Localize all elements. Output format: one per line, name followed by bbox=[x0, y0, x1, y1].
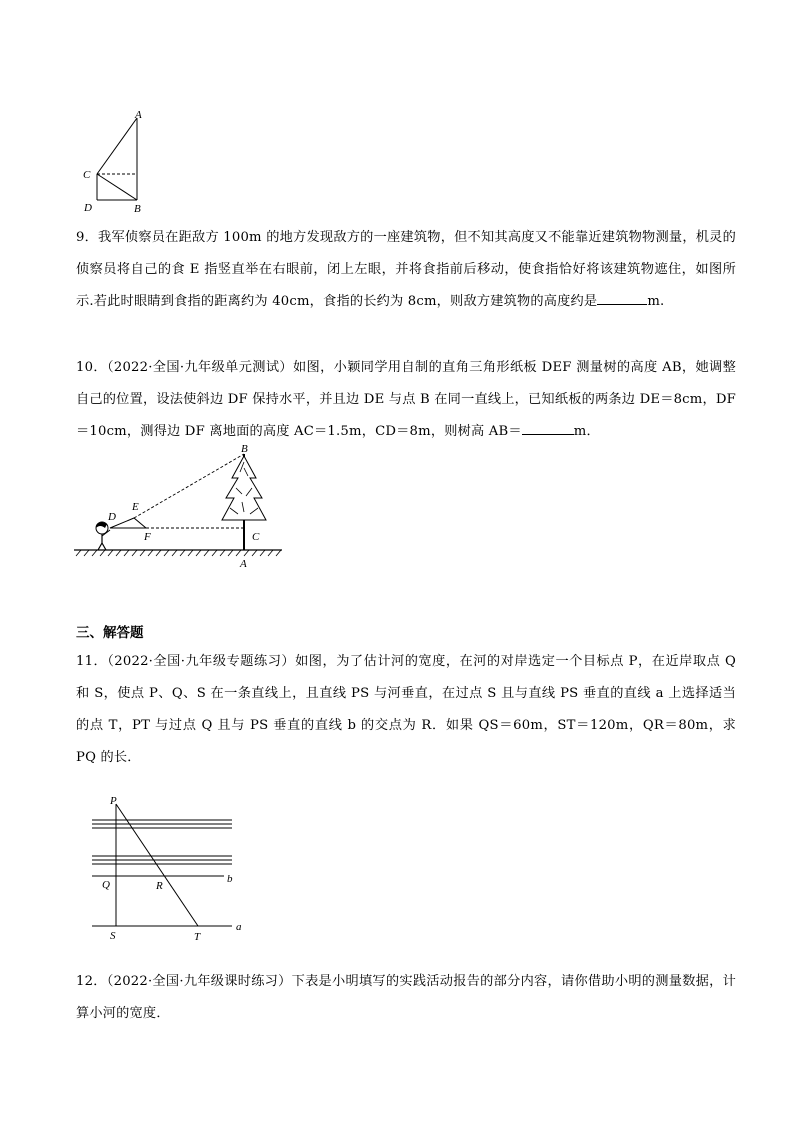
question-9 bbox=[76, 222, 736, 318]
q11-text: 11．（2022·全国·九年级专题练习）如图，为了估计河的宽度，在河的对岸选定一个目标点 P，在近岸取点 Q 和 S，使点 P、Q、S 在一条直线上，且直线 PS 与河垂直，在过点 S 且与直线 PS 垂直的直线 a 上选择适当的点 T，PT 与过点 Q 且与 PS 垂直的直线 b 的交点为 R．如果 QS＝60m，ST＝120m，QR＝80m，求 PQ 的长． bbox=[76, 654, 736, 765]
label-F: F bbox=[144, 531, 151, 543]
label-a: a bbox=[236, 921, 242, 933]
label-A: A bbox=[240, 558, 247, 570]
q10-unit: m． bbox=[573, 424, 600, 439]
q12-text: 12．（2022·全国·九年级课时练习）下表是小明填写的实践活动报告的部分内容，请你借助小明的测量数据，计算小河的宽度． bbox=[76, 974, 736, 1021]
q9-answer-blank[interactable] bbox=[597, 290, 647, 305]
label-C: C bbox=[83, 169, 91, 181]
label-T: T bbox=[194, 931, 201, 943]
triangle-figure bbox=[80, 108, 160, 218]
section-heading: 三、解答题 bbox=[76, 625, 144, 641]
tree-diagram bbox=[72, 440, 292, 570]
tree-figure bbox=[72, 440, 292, 570]
label-S: S bbox=[110, 930, 116, 942]
label-B: B bbox=[134, 203, 141, 215]
river-diagram bbox=[84, 790, 254, 945]
label-A: A bbox=[135, 109, 142, 121]
label-Q: Q bbox=[102, 879, 110, 891]
triangle-diagram bbox=[80, 108, 160, 218]
label-B: B bbox=[241, 443, 248, 455]
river-figure bbox=[84, 790, 254, 945]
q10-answer-blank[interactable] bbox=[522, 420, 574, 435]
label-b: b bbox=[227, 873, 233, 885]
label-R: R bbox=[156, 880, 163, 892]
question-12 bbox=[76, 966, 736, 1030]
question-10 bbox=[76, 352, 736, 448]
label-D: D bbox=[108, 511, 116, 523]
q9-text: 9．我军侦察员在距敌方 100m 的地方发现敌方的一座建筑物，但不知其高度又不能靠近建筑物物测量，机灵的侦察员将自己的食 E 指竖直举在右眼前，闭上左眼，并将食指前后移动，使食指恰好将该建筑物遮住，如图所示.若此时眼睛到食指的距离约为 40cm，食指的长约为 8cm，则敌方建筑物的高度约是 bbox=[76, 230, 736, 309]
question-11 bbox=[76, 646, 736, 774]
label-P: P bbox=[110, 795, 117, 807]
label-E: E bbox=[132, 501, 139, 513]
q9-unit: m. bbox=[647, 294, 665, 309]
label-C: C bbox=[252, 531, 260, 543]
q10-text: 10．（2022·全国·九年级单元测试）如图，小颖同学用自制的直角三角形纸板 DEF 测量树的高度 AB，她调整自己的位置，设法使斜边 DF 保持水平，并且边 DE 与点 B 在同一直线上，已知纸板的两条边 DE＝8cm，DF＝10cm，测得边 DF 离地面的高度 AC＝1.5m，CD＝8m，则树高 AB＝ bbox=[76, 360, 736, 439]
person-icon bbox=[96, 522, 110, 550]
tree-icon bbox=[222, 454, 266, 550]
label-D: D bbox=[84, 202, 92, 214]
